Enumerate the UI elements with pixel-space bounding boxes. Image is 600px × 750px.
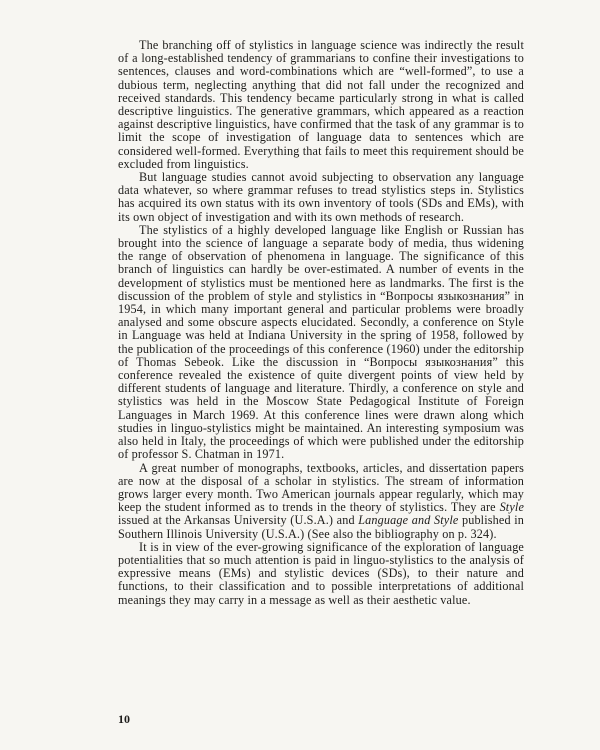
text-run: It is in view of the ever-growing significance of the exploration of language potentialities that so much attention is paid in linguo-stylistics to the analysis of expressive means (EMs) and stylistic devices (SDs), to their nature and functions, to their classification and to possible interpretations of additional meanings they may carry in a message as well as their aesthetic value. xyxy=(118,539,524,607)
italic-title: Language and Style xyxy=(358,513,459,528)
paragraph xyxy=(118,39,524,171)
text-run: A great number of monographs, textbooks, articles, and dissertation papers are now at the disposal of a scholar in stylistics. The stream of information grows larger every month. Two American journals appear regularly, which may keep the student informed as to trends in the theory of stylistics. They are xyxy=(118,460,524,515)
text-run: published in Southern Illinois University (U.S.A.) (See also the bibliography on p. 324). xyxy=(118,513,525,541)
italic-title: Style xyxy=(499,500,524,515)
paragraph xyxy=(118,224,524,462)
page-number: 10 xyxy=(118,712,130,726)
body-text xyxy=(118,39,524,607)
text-run: But language studies cannot avoid subjecting to observation any language data whatever, so where grammar refuses to tread stylistics steps in. Stylistics has acquired its own status with its own inventory of tools (SDs and EMs), with its own object of investigation and with its own methods of research. xyxy=(118,170,524,224)
paragraph xyxy=(118,462,524,541)
paragraph xyxy=(118,171,524,224)
paragraph xyxy=(118,541,524,607)
text-run: The branching off of stylistics in language science was indirectly the result of a long-established tendency of grammarians to confine their investigations to sentences, clauses and word-combinations which are “well-formed”, to use a dubious term, neglecting anything that did not fall under the recognized and received standards. This tendency became particularly strong in what is called descriptive linguistics. The generative grammars, which appeared as a reaction against descriptive linguistics, have confirmed that the task of any grammar is to limit the scope of investigation of language data to sentences which are considered well-formed. Everything that fails to meet this requirement should be excluded from linguistics. xyxy=(118,38,524,171)
text-run: issued at the Arkansas University (U.S.A.) and xyxy=(118,513,359,528)
text-run: The stylistics of a highly developed language like English or Russian has brought into the science of language a separate body of media, thus widening the range of observation of phenomena in language. The significance of this branch of linguistics can hardly be over-estimated. A number of events in the development of stylistics must be mentioned here as landmarks. The first is the discussion of the problem of style and stylistics in “Вопросы языкознания” in 1954, in which many important general and particular problems were broadly analysed and some obscure aspects elucidated. Secondly, a conference on Style in Language was held at Indiana University in the spring of 1958, followed by the publication of the proceedings of this conference (1960) under the editorship of Thomas Sebeok. Like the discussion in “Вопросы языкознания” this conference revealed the existence of quite divergent points of view held by different students of language and literature. Thirdly, a conference on style and stylistics was held in the Moscow State Pedagogical Institute of Foreign Languages in March 1969. At this conference lines were drawn along which studies in linguo-stylistics might be maintained. An interesting symposium was also held in Italy, the proceedings of which were published under the editorship of professor S. Chatman in 1971. xyxy=(118,222,524,462)
